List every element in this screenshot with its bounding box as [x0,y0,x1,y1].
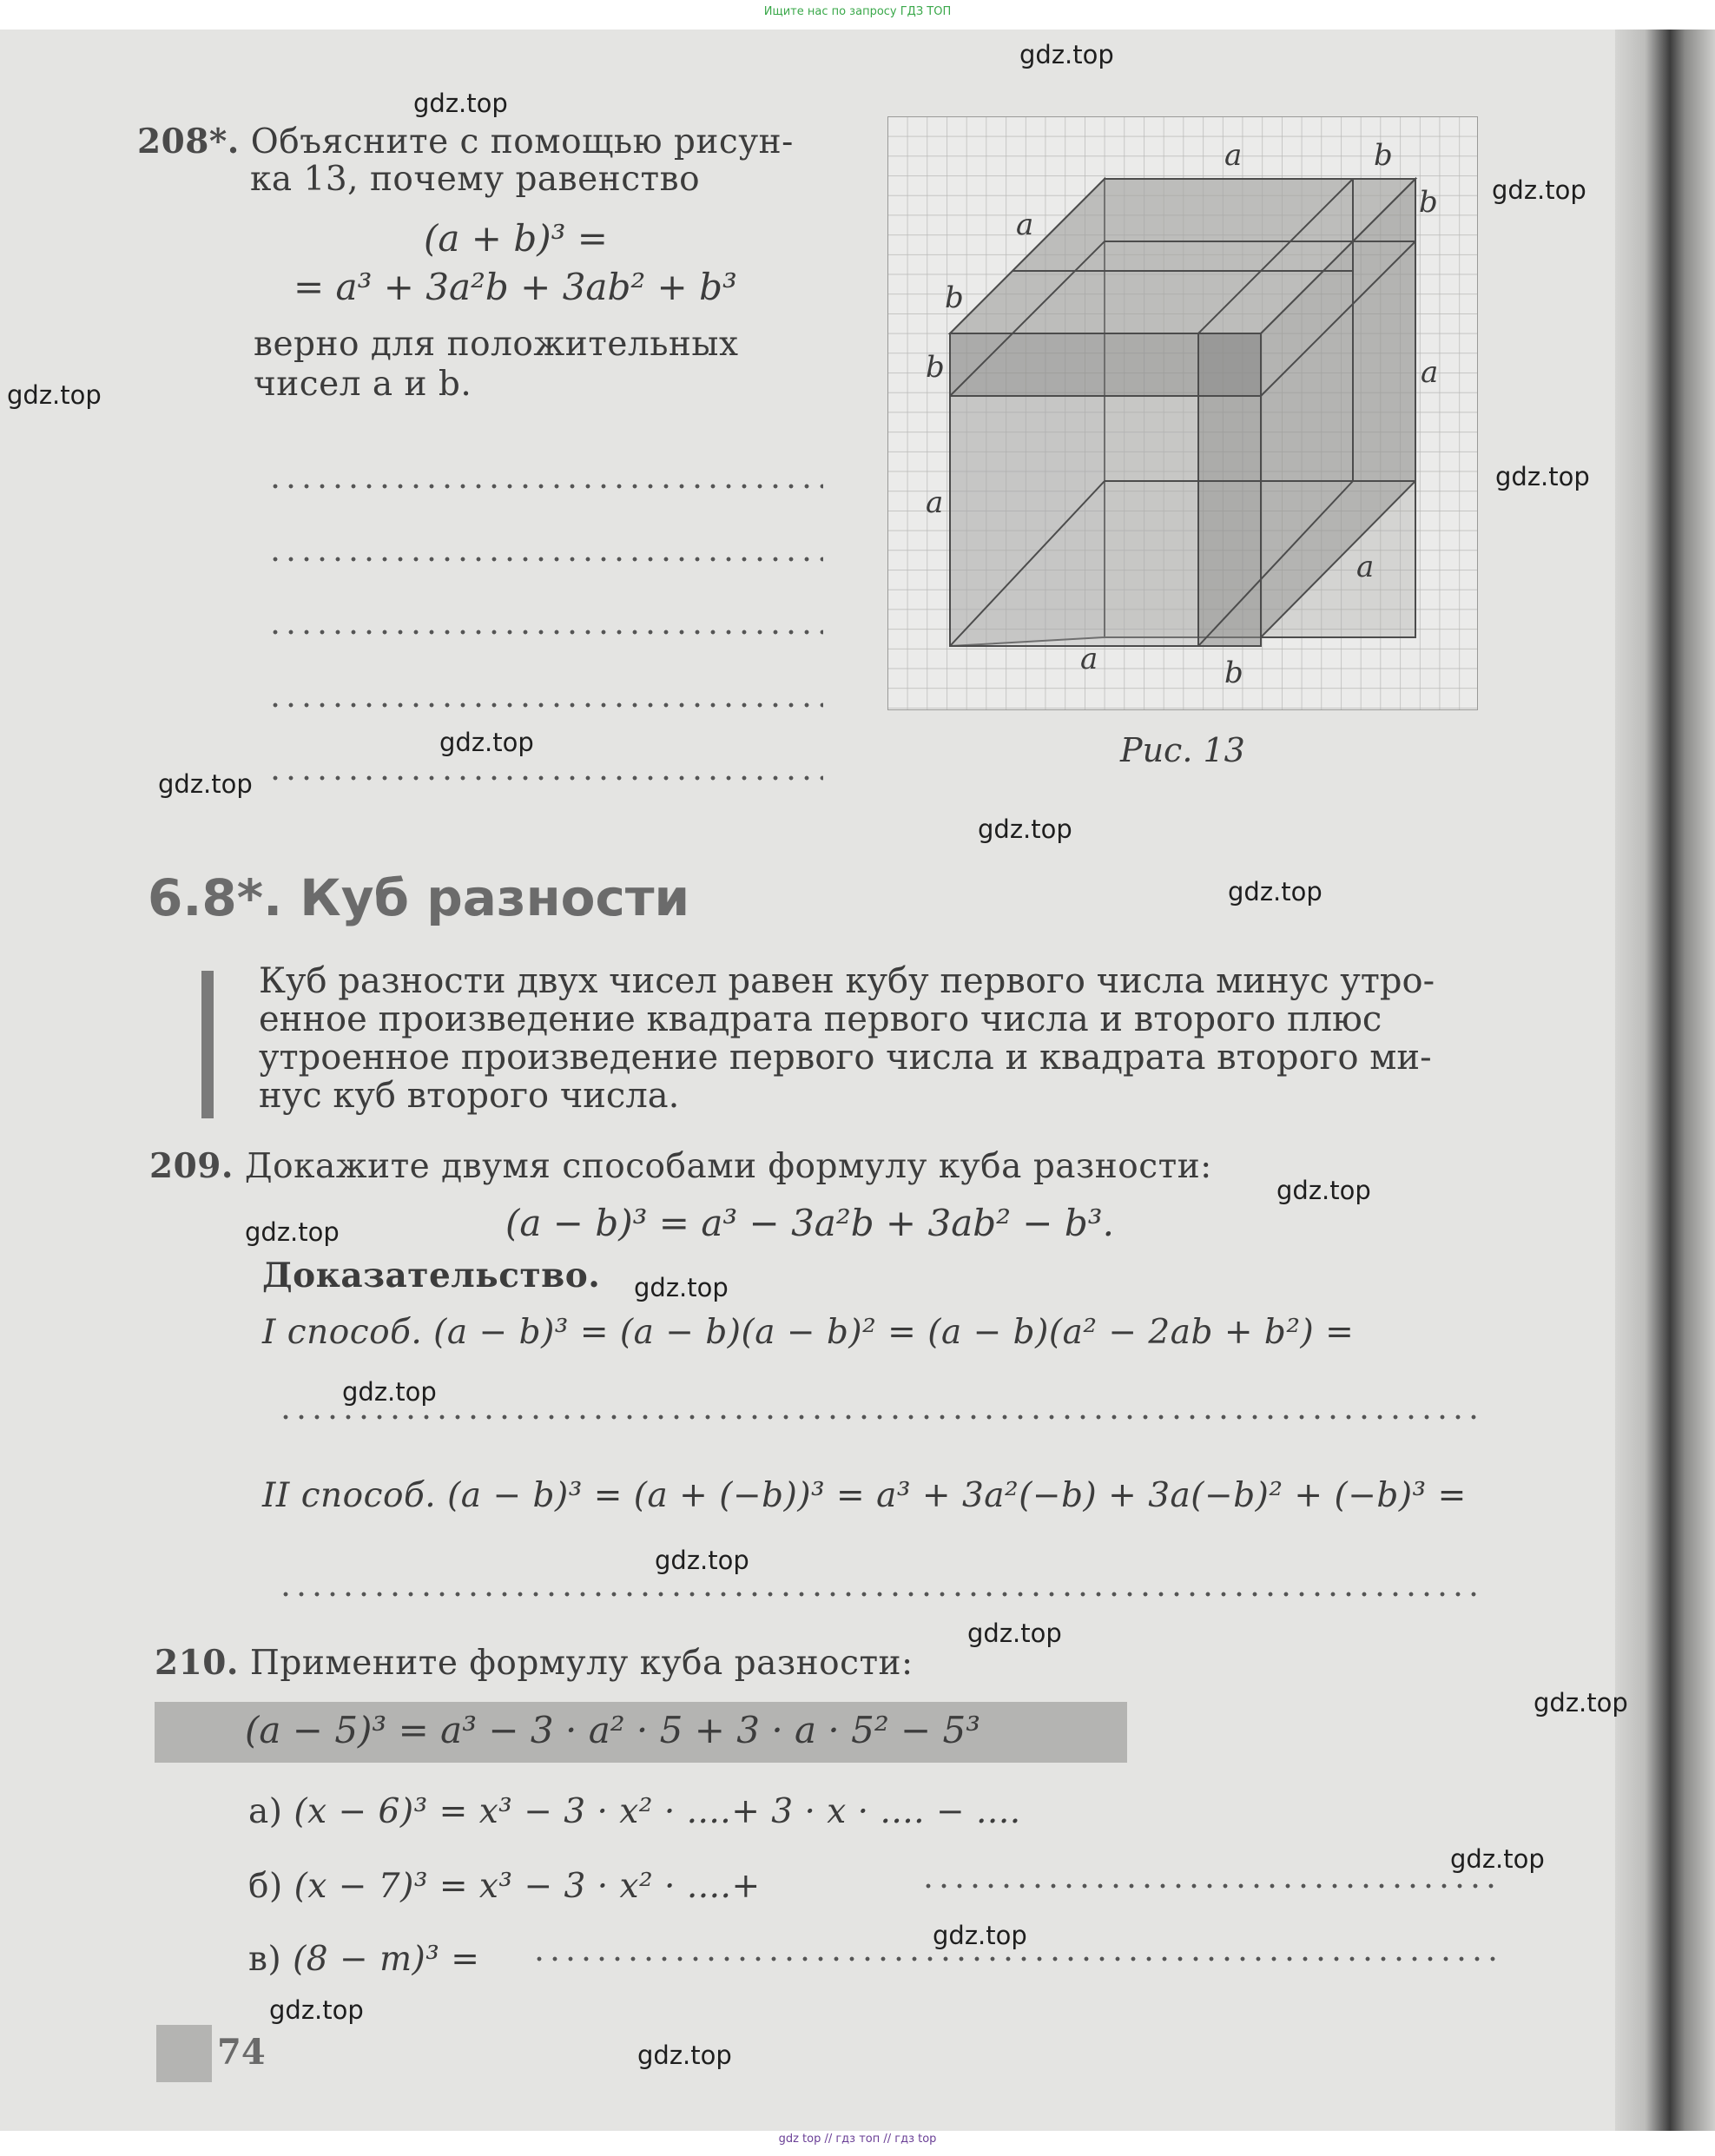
ex209-way2 [262,1476,1467,1515]
label-a: a [926,485,944,520]
front-right-slab [1198,333,1261,646]
answer-line[interactable] [267,556,823,563]
front-cube [950,396,1198,646]
watermark: gdz.top [439,728,534,757]
label-a: a [1224,138,1243,173]
ex208-line1-text: Объясните с помощью рисун- [250,122,794,162]
ex210-line1 [155,1643,914,1683]
ex209-number: 209. [149,1146,234,1186]
answer-line[interactable] [267,483,823,490]
label-b: b [1374,138,1393,173]
ex208-formula2: = a³ + 3a²b + 3ab² + b³ [294,266,737,308]
ex210-c-formula: (8 − m)³ = [293,1940,480,1979]
watermark: gdz.top [1228,877,1323,907]
watermark: gdz.top [1450,1844,1545,1874]
ex209-way1 [262,1313,1354,1352]
answer-line[interactable] [531,1955,1495,1962]
rule-line: Куб разности двух чисел равен кубу первого числа минус утро- [259,961,1435,1001]
watermark: gdz.top [1276,1176,1371,1205]
ex209-way2-formula: (a − b)³ = (a + (−b))³ = a³ + 3a²(−b) + 3a(−b)² + (−b)³ = [447,1476,1467,1515]
rule-marker-bar [201,971,214,1118]
answer-line[interactable] [267,775,823,781]
watermark: gdz.top [1492,175,1586,205]
label-b: b [945,280,964,315]
rule-line: нус куб второго числа. [259,1076,680,1116]
answer-line[interactable] [920,1882,1494,1889]
ex209-way2-label: II способ. [262,1476,437,1515]
page-number-box [156,2025,212,2082]
watermark: gdz.top [413,89,508,118]
figure-13-cube [887,116,1478,710]
watermark: gdz.top [269,1995,364,2025]
ex210-a-label: а) [248,1792,283,1831]
label-a: a [1356,550,1375,584]
ex210-example: (a − 5)³ = a³ − 3 · a² · 5 + 3 · a · 5² − 5³ [245,1709,981,1751]
ex208-number: 208*. [137,122,240,162]
watermark: gdz.top [158,769,253,799]
label-a: a [1421,355,1439,390]
watermark: gdz.top [1534,1688,1628,1718]
ex209-line1 [149,1146,1212,1186]
watermark: gdz.top [933,1921,1027,1950]
ex210-text: Примените формулу куба разности: [249,1644,914,1683]
label-b: b [1224,656,1243,690]
ex210-b-label: б) [248,1867,283,1906]
ex209-way1-formula: (a − b)³ = (a − b)(a − b)² = (a − b)(a² − 2ab + b²) = [433,1313,1355,1352]
ex208-line3: верно для положительных [254,325,739,364]
watermark: gdz.top [1495,462,1590,491]
watermark: gdz.top [7,380,102,410]
ex210-a-formula[interactable]: (x − 6)³ = x³ − 3 · x² · ....+ 3 · x · .... − .... [294,1792,1021,1831]
ex209-proof-label: Доказательство. [262,1256,601,1296]
watermark: gdz.top [342,1377,437,1407]
ex210-b [248,1867,761,1906]
watermark: gdz.top [637,2041,732,2070]
answer-line[interactable] [267,702,823,709]
ex208-line1 [137,122,794,162]
ex208-line2: ка 13, почему равенство [250,160,701,199]
ex209-formula: (a − b)³ = a³ − 3a²b + 3ab² − b³. [505,1202,1114,1244]
top-banner: Ищите нас по запросу ГДЗ ТОП [763,5,952,18]
watermark: gdz.top [245,1217,340,1247]
book-spine-shadow [1615,30,1715,2131]
label-b: b [1419,185,1438,220]
section-title: 6.8*. Куб разности [148,868,690,927]
ex210-b-formula: (x − 7)³ = x³ − 3 · x² · ....+ [294,1867,761,1906]
answer-line[interactable] [278,1414,1485,1421]
watermark: gdz.top [1019,40,1114,69]
watermark: gdz.top [978,814,1072,844]
answer-line[interactable] [278,1591,1485,1598]
ex210-a [248,1792,1021,1831]
watermark: gdz.top [634,1273,729,1302]
ex209-text: Докажите двумя способами формулу куба разности: [244,1147,1212,1186]
ex208-line4: чисел a и b. [254,365,472,404]
page-number: 74 [217,2032,266,2073]
label-a: a [1016,208,1034,242]
watermark: gdz.top [655,1546,749,1575]
answer-line[interactable] [267,629,823,636]
rule-line: енное произведение квадрата первого числа и второго плюс [259,999,1382,1039]
rule-line: утроенное произведение первого числа и квадрата второго ми- [259,1038,1432,1078]
figure-caption: Рис. 13 [1120,731,1245,769]
ex210-c-label: в) [248,1940,282,1979]
bottom-banner: gdz top // гдз топ // гдз top [778,2133,937,2146]
watermark: gdz.top [967,1619,1062,1648]
ex210-number: 210. [155,1643,239,1683]
ex208-formula1: (a + b)³ = [424,217,608,260]
label-b: b [926,350,945,385]
ex209-way1-label: I способ. [262,1313,423,1352]
ex210-c [248,1940,479,1979]
label-a: a [1080,642,1098,676]
rule-text [259,962,1492,1115]
